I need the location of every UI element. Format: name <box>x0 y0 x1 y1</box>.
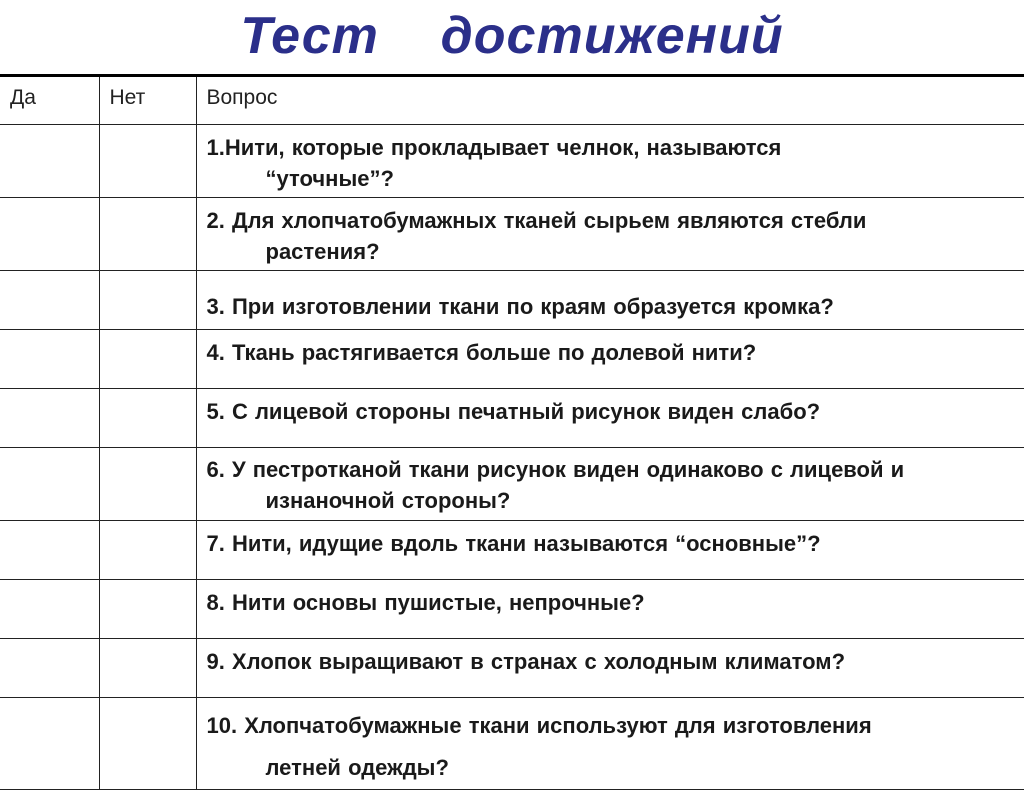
table-row <box>0 580 1024 639</box>
answer-yes-cell[interactable] <box>0 521 99 580</box>
question-cell <box>196 198 1024 271</box>
question-line-1: 5. С лицевой стороны печатный рисунок виден слабо? <box>207 399 821 424</box>
question-line-1: 1.Нити, которые прокладывает челнок, называются <box>207 135 782 160</box>
answer-yes-cell[interactable] <box>0 330 99 389</box>
question-cell <box>196 580 1024 639</box>
question-cell <box>196 271 1024 330</box>
question-line-1: 6. У пестротканой ткани рисунок виден одинаково с лицевой и <box>207 457 905 482</box>
table-row <box>0 271 1024 330</box>
header-question-cell <box>196 77 1024 125</box>
answer-no-cell[interactable] <box>99 125 196 198</box>
question-line-1: 7. Нити, идущие вдоль ткани называются “основные”? <box>207 531 821 556</box>
question-text <box>197 521 1024 559</box>
question-cell <box>196 448 1024 521</box>
question-cell <box>196 639 1024 698</box>
answer-yes-cell[interactable] <box>0 125 99 198</box>
answer-no-cell[interactable] <box>99 580 196 639</box>
question-cell <box>196 125 1024 198</box>
question-line-1: 3. При изготовлении ткани по краям образуется кромка? <box>207 294 834 319</box>
page-title: Тест достижений <box>0 6 1024 66</box>
question-text <box>197 389 1024 427</box>
table-row <box>0 698 1024 790</box>
question-line-1: 2. Для хлопчатобумажных тканей сырьем являются стебли <box>207 208 867 233</box>
header-yes: Да <box>0 77 99 110</box>
question-cell <box>196 389 1024 448</box>
question-line-2: растения? <box>207 236 1024 267</box>
header-no: Нет <box>100 77 196 110</box>
answer-no-cell[interactable] <box>99 271 196 330</box>
question-line-2: летней одежды? <box>207 747 1024 789</box>
question-cell <box>196 330 1024 389</box>
question-cell <box>196 698 1024 790</box>
question-text <box>197 639 1024 677</box>
table-row <box>0 125 1024 198</box>
answer-yes-cell[interactable] <box>0 389 99 448</box>
table-row <box>0 330 1024 389</box>
table-row <box>0 639 1024 698</box>
question-text <box>197 198 1024 267</box>
answer-no-cell[interactable] <box>99 698 196 790</box>
table-row <box>0 389 1024 448</box>
answer-yes-cell[interactable] <box>0 198 99 271</box>
answer-yes-cell[interactable] <box>0 271 99 330</box>
question-text <box>197 448 1024 516</box>
table-row <box>0 521 1024 580</box>
question-text <box>197 125 1024 194</box>
answer-yes-cell[interactable] <box>0 698 99 790</box>
question-line-2: изнаночной стороны? <box>207 485 1024 516</box>
table-row <box>0 448 1024 521</box>
question-cell <box>196 521 1024 580</box>
answer-yes-cell[interactable] <box>0 580 99 639</box>
table-row <box>0 198 1024 271</box>
answer-no-cell[interactable] <box>99 198 196 271</box>
header-question: Вопрос <box>197 77 1024 110</box>
answer-no-cell[interactable] <box>99 330 196 389</box>
header-no-cell <box>99 77 196 125</box>
question-line-2: “уточные”? <box>207 163 1024 194</box>
question-text <box>197 580 1024 618</box>
question-text <box>197 698 1024 789</box>
answer-yes-cell[interactable] <box>0 639 99 698</box>
header-yes-cell <box>0 77 99 125</box>
question-line-1: 10. Хлопчатобумажные ткани используют для изготовления <box>207 713 872 738</box>
question-text <box>197 330 1024 368</box>
header-row <box>0 77 1024 125</box>
answer-no-cell[interactable] <box>99 448 196 521</box>
quiz-table <box>0 77 1024 790</box>
question-line-1: 9. Хлопок выращивают в странах с холодным климатом? <box>207 649 846 674</box>
answer-no-cell[interactable] <box>99 639 196 698</box>
answer-no-cell[interactable] <box>99 389 196 448</box>
question-text <box>197 271 1024 322</box>
question-line-1: 8. Нити основы пушистые, непрочные? <box>207 590 645 615</box>
question-line-1: 4. Ткань растягивается больше по долевой нити? <box>207 340 757 365</box>
answer-yes-cell[interactable] <box>0 448 99 521</box>
answer-no-cell[interactable] <box>99 521 196 580</box>
